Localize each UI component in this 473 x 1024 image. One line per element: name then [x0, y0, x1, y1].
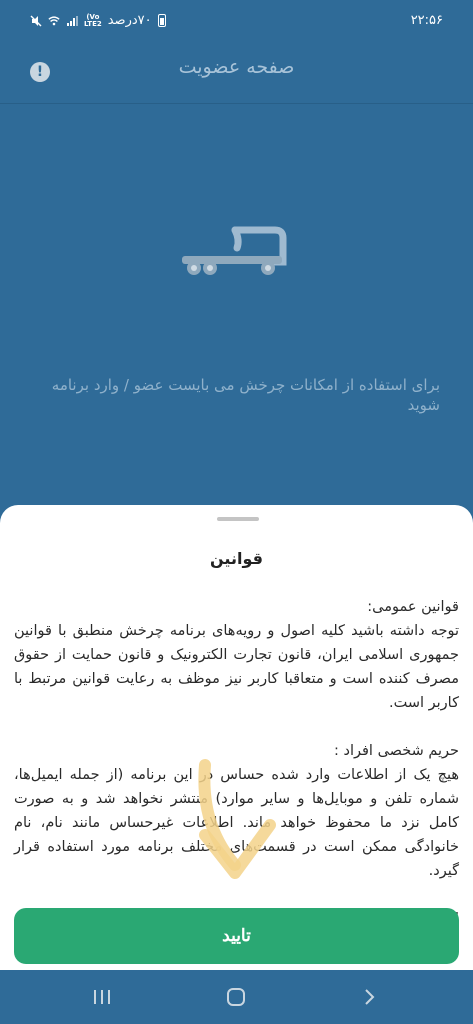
signal-icon: [66, 15, 78, 27]
battery-icon: [158, 14, 166, 27]
mute-icon: [30, 15, 42, 27]
app-bar: [0, 40, 473, 104]
home-icon[interactable]: [221, 984, 251, 1010]
info-icon[interactable]: !: [30, 62, 50, 82]
wifi-icon: [48, 15, 60, 27]
recents-icon[interactable]: [87, 984, 117, 1010]
status-time: ۲۲:۵۶: [410, 13, 443, 28]
page-title: صفحه عضویت: [178, 56, 295, 78]
membership-prompt: برای استفاده از امکانات چرخش می بایست عضو / وارد برنامه شوید: [51, 376, 440, 414]
back-icon[interactable]: [354, 984, 384, 1010]
truck-logo: [180, 220, 290, 280]
terms-sheet: [0, 505, 473, 970]
system-nav-bar: [0, 970, 473, 1024]
terms-text: قوانین عمومی: توجه داشته باشید کلیه اصول و رویه‌های برنامه چرخش منطبق با قوانین جمهوری اسلامی ایران، قانون تجارت الکترونیک و قانون حمایت از حقوق مصرف کننده است و متعاقبا کاربر نیز موظف به رعایت قوانین مرتبط با کاربر است. حریم شخصی افراد : هیچ یک از اطلاعات وارد شده حساس در این برنامه (از جمله ایمیل‌ها، شماره تلفن و موبایل‌ها و سایر موارد) منتشر نخواهد شد و به صورت کامل نزد ما محفوظ خواهد ماند. اطلاعات غیرحساس مانند نام، نام خانوادگی ممکن است در قسمت‌های مختلف برنامه مورد استفاده قرار گیرد.: [14, 599, 459, 879]
status-left: [30, 13, 166, 28]
confirm-button[interactable]: تایید: [14, 908, 459, 964]
status-bar: [0, 0, 473, 40]
battery-text: ۷۰درصد: [107, 13, 152, 28]
drag-handle[interactable]: [217, 517, 259, 521]
sheet-title: قوانین: [210, 549, 263, 568]
volte-icon: Vo) LTE2: [84, 12, 102, 28]
